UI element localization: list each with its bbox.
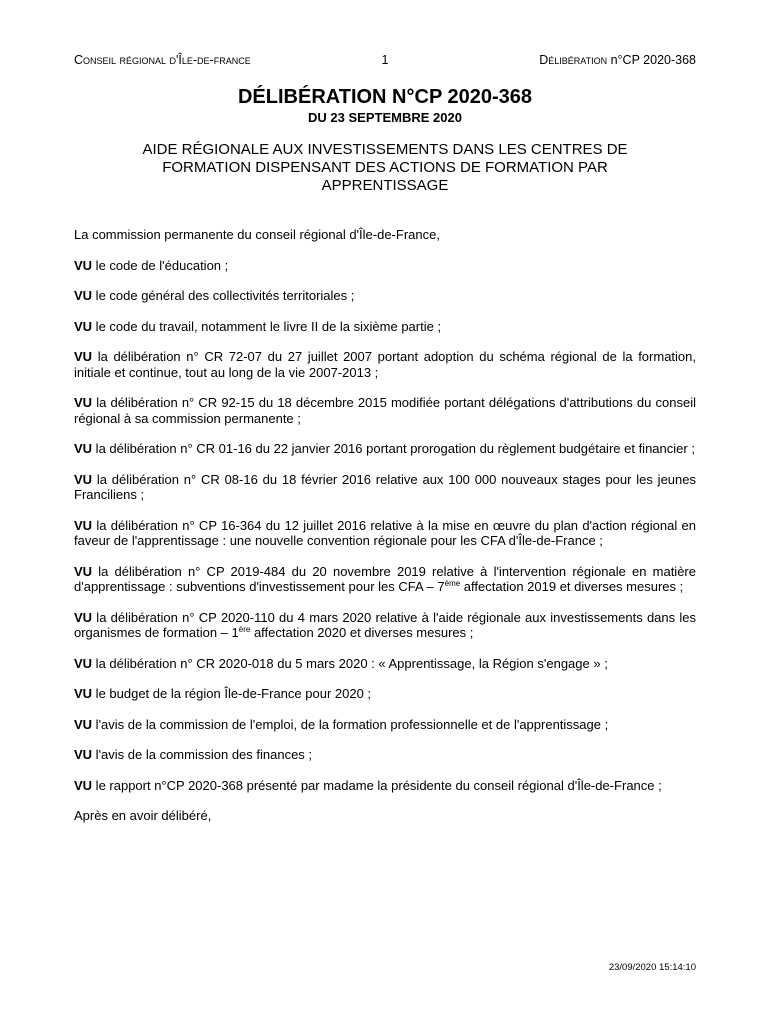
visa-text: la délibération n° CP 16-364 du 12 juillet 2016 relative à la mise en œuvre du plan d'action régional en faveur de l'apprentissage : une nouvelle convention régionale pour les CFA d'Île-de-France ;: [74, 517, 696, 548]
object-line-1: AIDE RÉGIONALE AUX INVESTISSEMENTS DANS LES CENTRES DE: [142, 141, 628, 158]
visa-text: la délibération n° CR 2020-018 du 5 mars 2020 : « Apprentissage, la Région s'engage » ;: [92, 655, 608, 671]
header-ref-suffix: n°CP 2020-368: [607, 53, 696, 67]
vu-label: VU: [74, 257, 93, 273]
visa-item: [74, 564, 696, 595]
vu-label: VU: [74, 441, 93, 456]
vu-label: VU: [74, 318, 93, 334]
visa-item: [74, 656, 696, 672]
visa-text: le code général des collectivités territoriales ;: [92, 288, 355, 303]
visa-text: la délibération n° CP 2020-110 du 4 mars 2020 relative à l'aide régionale aux investissements dans les organismes de formation – 1: [74, 609, 696, 640]
visa-item: [74, 778, 696, 794]
vu-label: VU: [74, 349, 93, 364]
visa-item: [74, 319, 696, 335]
ordinal-superscript: ème: [444, 579, 461, 588]
vu-label: VU: [74, 747, 93, 762]
deliberation-object: [74, 141, 696, 195]
vu-label: VU: [74, 609, 93, 625]
visa-text: l'avis de la commission des finances ;: [92, 747, 313, 762]
visa-item: [74, 610, 696, 641]
header-ref-prefix: Délibération: [539, 53, 608, 67]
visa-text: la délibération n° CP 2019-484 du 20 novembre 2019 relative à l'intervention régionale en matière d'apprentissage : subventions d'investissement pour les CFA – 7: [74, 563, 696, 594]
visa-item: [74, 395, 696, 426]
footer-timestamp: 23/09/2020 15:14:10: [608, 962, 696, 973]
visa-item: [74, 258, 696, 274]
header-deliberation-ref: [539, 52, 696, 68]
vu-label: VU: [74, 716, 93, 732]
document-body: [74, 227, 696, 824]
intro-paragraph: La commission permanente du conseil régional d'Île-de-France,: [74, 227, 440, 242]
vu-label: VU: [74, 686, 93, 701]
deliberation-date: DU 23 SEPTEMBRE 2020: [308, 110, 462, 125]
visa-text: le rapport n°CP 2020-368 présenté par madame la présidente du conseil régional d'Île-de-France ;: [92, 777, 662, 793]
visa-text: affectation 2020 et diverses mesures ;: [250, 625, 474, 640]
vu-label: VU: [74, 563, 93, 579]
visa-text: la délibération n° CR 92-15 du 18 décembre 2015 modifiée portant délégations d'attributions du conseil régional à sa commission permanente ;: [74, 395, 696, 426]
header-institution: Conseil régional d'Île-de-france: [74, 53, 251, 67]
closing-paragraph: Après en avoir délibéré,: [74, 808, 212, 823]
vu-label: VU: [74, 288, 93, 303]
title-block: [74, 84, 696, 126]
visa-item: [74, 717, 696, 733]
page-title: DÉLIBÉRATION N°CP 2020-368: [237, 86, 532, 108]
vu-label: VU: [74, 395, 93, 410]
visa-text: le code de l'éducation ;: [92, 257, 229, 273]
ordinal-superscript: ère: [238, 625, 251, 634]
visa-item: [74, 472, 696, 503]
vu-label: VU: [74, 471, 93, 487]
visa-text: la délibération n° CR 08-16 du 18 février 2016 relative aux 100 000 nouveaux stages pour les jeunes Franciliens ;: [74, 471, 696, 502]
visa-text: l'avis de la commission de l'emploi, de la formation professionnelle et de l'apprentissage ;: [92, 716, 609, 732]
visa-text: affectation 2019 et diverses mesures ;: [460, 579, 684, 594]
visa-item: [74, 518, 696, 549]
visa-item: [74, 288, 696, 304]
visa-text: le budget de la région Île-de-France pour 2020 ;: [92, 686, 372, 701]
vu-label: VU: [74, 517, 93, 533]
visa-text: la délibération n° CR 01-16 du 22 janvier 2016 portant prorogation du règlement budgétaire et financier ;: [92, 441, 695, 456]
visa-text: le code du travail, notamment le livre II de la sixième partie ;: [92, 318, 442, 334]
visa-text: la délibération n° CR 72-07 du 27 juillet 2007 portant adoption du schéma régional de la formation, initiale et continue, tout au long de la vie 2007-2013 ;: [74, 349, 696, 380]
visa-item: [74, 441, 696, 457]
object-line-3: APPRENTISSAGE: [321, 177, 449, 194]
visa-item: [74, 747, 696, 763]
visa-item: [74, 686, 696, 702]
vu-label: VU: [74, 655, 93, 671]
object-line-2: FORMATION DISPENSANT DES ACTIONS DE FORMATION PAR: [162, 159, 608, 176]
vu-label: VU: [74, 777, 93, 793]
visa-item: [74, 349, 696, 380]
header-page-number: 1: [381, 53, 389, 67]
